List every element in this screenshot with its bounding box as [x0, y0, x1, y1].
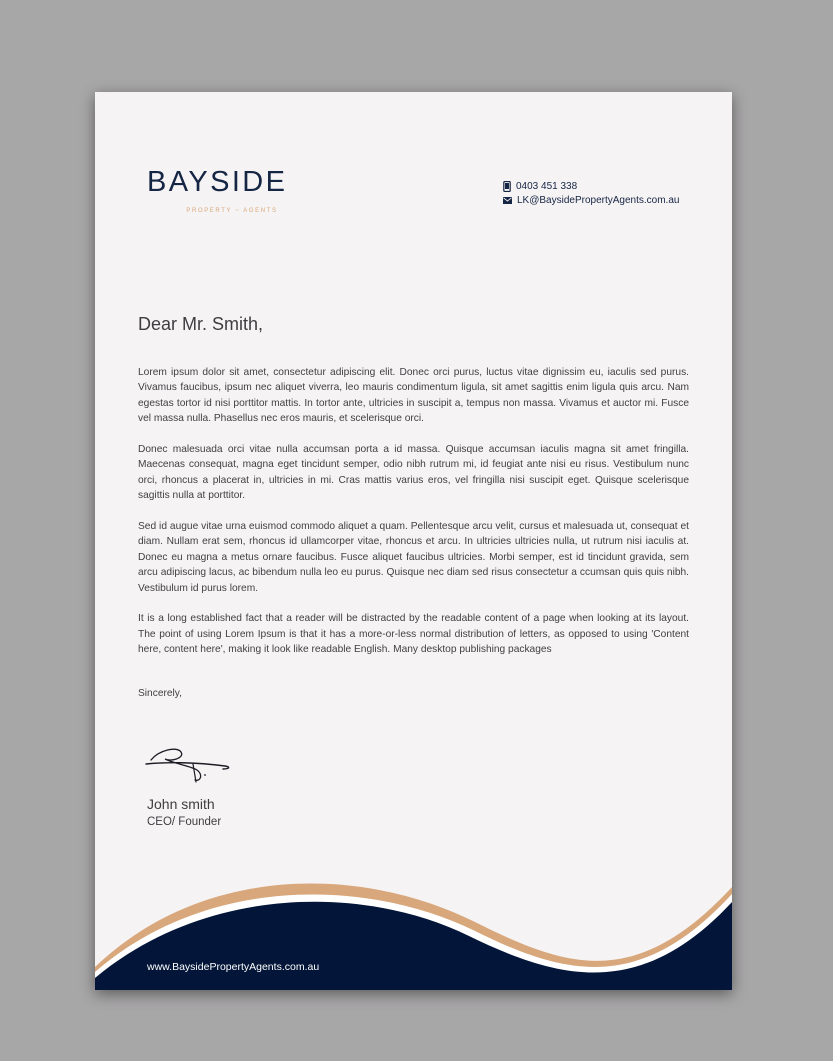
letter-paragraph: It is a long established fact that a reader will be distracted by the readable content of a page when looking at its layout. The point of using Lorem Ipsum is that it has a more-or-less normal distribution of letters, as opposed to using 'Content here, content here', making it look like readable English. Many desktop publishing packages	[138, 613, 689, 656]
letter-paragraph: Donec malesuada orci vitae nulla accumsan porta a id massa. Quisque accumsan iaculis magna sit amet fringilla. Maecenas consequat, magna eget tincidunt semper, odio nibh rutrum mi, id feugiat ante nisi eu risus. Vestibulum nunc orci, rhoncus a placerat in, ultricies in mi. Cras mattis varius eros, vel fringilla nisi suscipit eget. Quisque scelerisque sagittis nulla at porttitor.	[138, 444, 689, 502]
signer-title: CEO/ Founder	[147, 816, 222, 828]
contact-email-row	[503, 194, 679, 208]
letter-closing: Sincerely,	[138, 688, 182, 699]
letter-paragraph: Sed id augue vitae urna euismod commodo aliquet a quam. Pellentesque arcu velit, cursus et malesuada ut, consequat et diam. Nullam erat sem, rhoncus id ullamcorper vitae, rhoncus et arcu. In ultricies ultricies nulla, ut rutrum nisi iaculis at. Donec eu magna a metus ornare faucibus. Fusce aliquet faucibus ultricies. Morbi semper, est id tincidunt gravida, sem arcu adipiscing lacus, ac bibendum nulla leo eu purus. Quisque nec diam sed risus consectetur a ccumsan quis quis nibh. Vestibulum id purus lorem.	[138, 521, 689, 594]
letterhead-page	[95, 92, 732, 990]
phone-icon	[503, 181, 511, 192]
letter-greeting: Dear Mr. Smith,	[138, 314, 264, 334]
contact-phone-row	[503, 180, 679, 194]
envelope-icon	[503, 197, 512, 204]
contact-block	[503, 180, 679, 207]
contact-phone: 0403 451 338	[516, 181, 578, 192]
footer-website: www.BaysidePropertyAgents.com.au	[147, 961, 320, 973]
brand-logo: BAYSIDE	[147, 166, 288, 198]
brand-logo-tagline: PROPERTY ~ AGENTS	[186, 208, 278, 214]
letter-paragraph: Lorem ipsum dolor sit amet, consectetur adipiscing elit. Donec orci purus, luctus vitae dignissim eu, iaculis sed purus. Vivamus faucibus, ipsum nec aliquet viverra, leo mauris condimentum ligula, sit amet sagittis enim ligula quis arcu. Nam egestas tortor id nisi porttitor mattis. In tortor ante, ultricies in suscipit a, tempus non massa. Vivamus et auctor mi. Fusce vel massa nulla. Phasellus nec eros mauris, et scelerisque orci.	[138, 367, 689, 425]
signer-name: John smith	[147, 796, 215, 812]
handwritten-signature	[145, 742, 235, 787]
letter-body	[138, 365, 689, 673]
contact-email: LK@BaysidePropertyAgents.com.au	[517, 194, 680, 206]
